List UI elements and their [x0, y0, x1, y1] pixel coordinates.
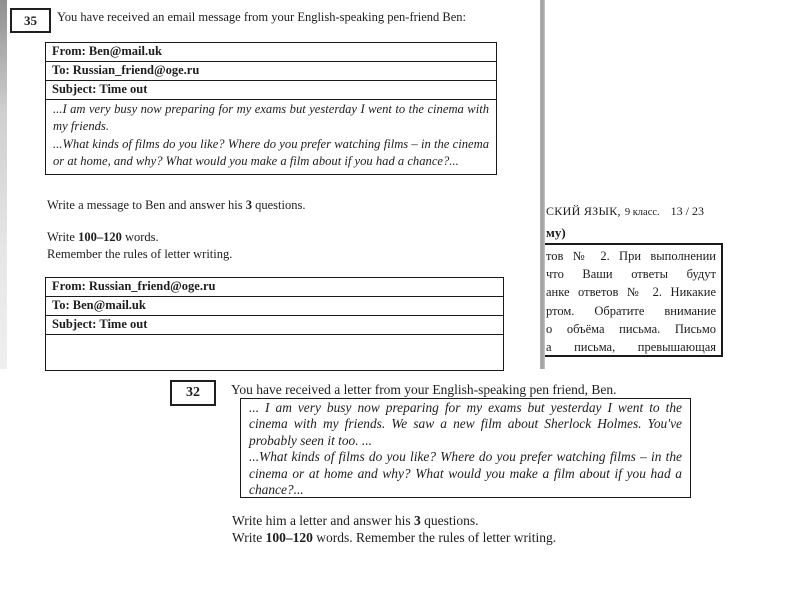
instruction-bold: 100–120 [265, 530, 313, 545]
letter-paragraph: ... I am very busy now preparing for my exams but yesterday I went to the cinema with my friends. We saw a new film about Sherlock Holmes. You've probably seen it too. ... [249, 400, 682, 448]
russian-instruction-line: анке ответов № 2. Никакие [546, 285, 716, 300]
task35-intro: You have received an email message from your English-speaking pen-friend Ben: [57, 10, 467, 24]
email-reply-from-row: From: Russian_friend@oge.ru [46, 278, 503, 297]
email-received-table [45, 42, 497, 175]
email-reply-subject-row: Subject: Time out [46, 316, 503, 335]
instruction-bold: 3 [414, 513, 421, 528]
letter-paragraph: ...What kinds of films do you like? Where do you prefer watching films – in the cinema or at home and why? What would you make a film about if you had a chance?... [249, 449, 682, 498]
email-reply-body-empty [46, 335, 503, 370]
instruction-bold: 100–120 [78, 230, 122, 244]
email-received-from-row: From: Ben@mail.uk [46, 43, 496, 62]
task32-intro: You have received a letter from your English-speaking pen friend, Ben. [231, 382, 617, 397]
russian-page-header [546, 204, 704, 219]
russian-instruction-line: что Ваши ответы будут [546, 267, 716, 282]
russian-grade-label: 9 класс. [624, 207, 660, 218]
task35-instruction-words [47, 229, 159, 245]
russian-instruction-line: тов № 2. При выполнении [546, 249, 716, 263]
page-left-edge-shadow [0, 0, 7, 369]
letter-excerpt-box [240, 398, 691, 498]
task32-instruction-answer [232, 513, 479, 529]
task32-number-box [170, 380, 216, 406]
russian-subheader: му) [546, 225, 566, 240]
russian-instruction-line: а письма, превышающая [546, 340, 716, 355]
email-reply-table [45, 277, 504, 371]
instruction-text: Write a message to Ben and answer his [47, 198, 246, 212]
russian-subject-title: СКИЙ ЯЗЫК, [546, 204, 621, 218]
instruction-text: words. Remember the rules of letter writing. [312, 530, 557, 545]
task32-instruction-words-rules [232, 530, 556, 546]
instruction-bold: 3 [245, 198, 252, 212]
email-reply-to-row: To: Ben@mail.uk [46, 297, 503, 316]
task35-instruction-answer [47, 197, 305, 213]
task35-instruction-rules: Remember the rules of letter writing. [47, 247, 233, 261]
page-number: 13 / 23 [670, 204, 704, 218]
email-received-body-paragraph: ...I am very busy now preparing for my exams but yesterday I went to the cinema with my friends. [53, 102, 489, 134]
email-received-subject-row: Subject: Time out [46, 81, 496, 100]
task32-number: 32 [186, 385, 200, 400]
russian-instruction-line: ртом. Обратите внимание [546, 303, 716, 318]
page-task35 [0, 0, 545, 371]
email-received-to-row: To: Russian_friend@oge.ru [46, 62, 496, 81]
email-received-body-paragraph: ...What kinds of films do you like? Where do you prefer watching films – in the cinema or at home, and why? What would you make a film about if you had a chance?... [53, 136, 489, 169]
task35-number: 35 [24, 12, 37, 28]
instruction-text: Write him a letter and answer his [232, 513, 415, 528]
instruction-text: questions. [420, 513, 479, 528]
email-received-body [46, 100, 496, 174]
instruction-text: Write [47, 230, 79, 244]
instruction-text: Write [232, 530, 266, 545]
task35-number-box [10, 8, 51, 33]
instruction-text: questions. [252, 198, 306, 212]
russian-instructions-box [545, 243, 723, 357]
russian-instruction-line: о объёма письма. Письмо [546, 321, 716, 336]
instruction-text: words. [121, 230, 159, 244]
